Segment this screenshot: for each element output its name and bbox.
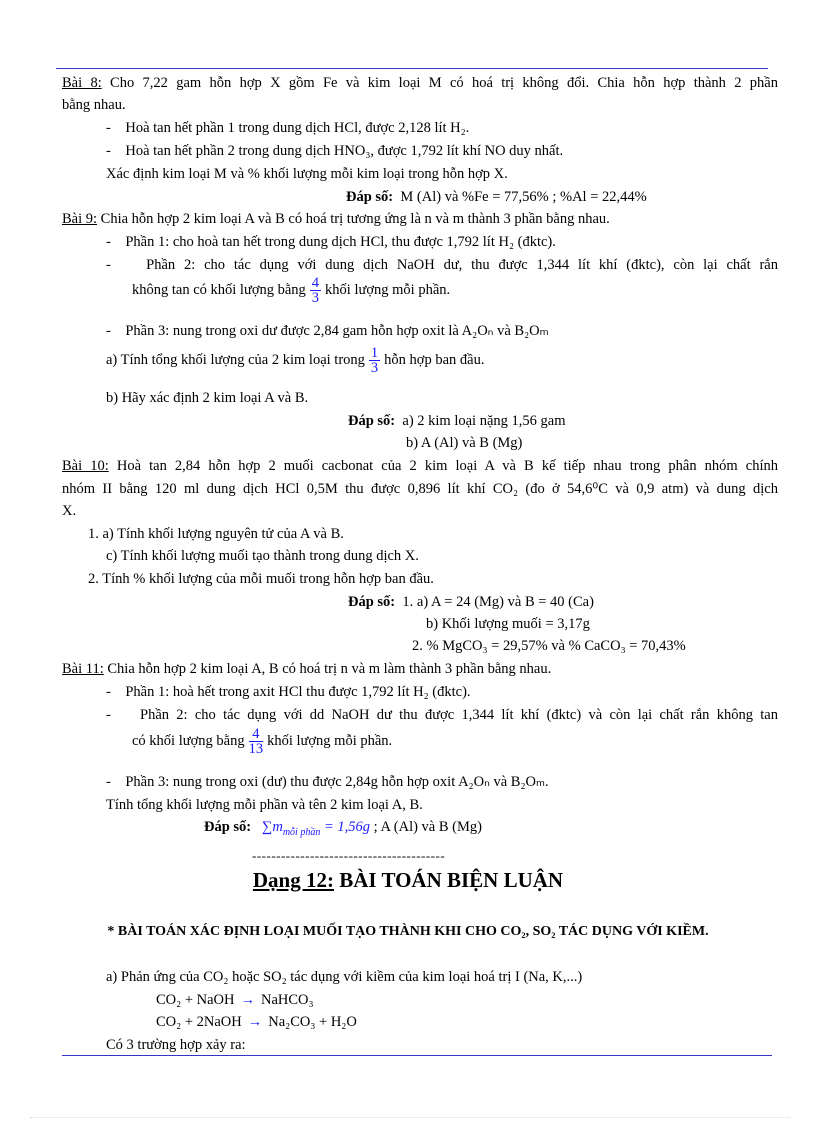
fraction-1-3: $\frac{1}{3}$	[370, 345, 379, 376]
bai11-item2b: có khối lượng bằng $\frac{4}{13}$ khối lượng mỗi phần.	[132, 726, 393, 757]
bai10-q1c: c) Tính khối lượng muối tạo thành trong dung dịch X.	[106, 548, 419, 564]
bai9-qb: b) Hãy xác định 2 kim loại A và B.	[106, 390, 309, 406]
bai9-item3: - Phần 3: nung trong oxi dư được 2,84 gam hỗn hợp oxit là A₂Oₙ và B₂Oₘ	[106, 323, 549, 339]
bai11-question: Tính tổng khối lượng mỗi phần và tên 2 kim loại A, B.	[106, 797, 423, 813]
equation-2: CO₂ + 2NaOH → Na₂CO₃ + H₂O	[156, 1014, 357, 1030]
bai9-answer-b: b) A (Al) và B (Mg)	[406, 435, 523, 451]
bai10-answer3: 2. % MgCO₃ = 29,57% và % CaCO₃ = 70,43%	[412, 638, 686, 654]
bai8-text1: Cho 7,22 gam hỗn hợp X gồm Fe và kim loại M có hoá trị không đổi. Chia hỗn hợp thành 2 phần	[101, 75, 778, 91]
bai10-line1: Bài 10: Hoà tan 2,84 hỗn hợp 2 muối cacbonat của 2 kim loại A và B kế tiếp nhau trong phân nhóm chính	[62, 458, 779, 474]
bai9-item1: - Phần 1: cho hoà tan hết trong dung dịch HCl, thu được 1,792 lít H₂ (đktc).	[106, 234, 556, 250]
bai10-answer2: b) Khối lượng muối = 3,17g	[426, 616, 590, 632]
bai9-label: Bài 9:	[62, 211, 98, 227]
section-subtitle: * BÀI TOÁN XÁC ĐỊNH LOẠI MUỐI TẠO THÀNH KHI CHO CO₂, SO₂ TÁC DỤNG VỚI KIỀM.	[107, 924, 709, 939]
bai9-item2a: - Phần 2: cho tác dụng với dung dịch NaOH dư, thu được 1,344 lít khí (đktc), còn lại chất rắn	[106, 257, 778, 273]
bai10-answer1: Đáp số: 1. a) A = 24 (Mg) và B = 40 (Ca)	[348, 594, 594, 610]
bai10-line3: X.	[62, 503, 77, 519]
bai11-item2a: - Phần 2: cho tác dụng với dd NaOH dư thu được 1,344 lít khí (đktc) và còn lại chất rắn không tan	[106, 707, 778, 723]
bai11-item1: - Phần 1: hoà hết trong axit HCl thu được 1,792 lít H₂ (đktc).	[106, 684, 471, 700]
bai8-item1: - Hoà tan hết phần 1 trong dung dịch HCl, được 2,128 lít H₂.	[106, 120, 470, 136]
bottom-rule	[62, 1055, 772, 1056]
arrow-icon: →	[247, 1014, 263, 1030]
bai10-line2: nhóm II bằng 120 ml dung dịch HCl 0,5M thu được 0,896 lít khí CO₂ (đo ở 54,6⁰C và 0,9 atm) và dung dịch	[62, 481, 778, 497]
bai10-label: Bài 10:	[62, 458, 109, 474]
bai9-line1: Bài 9: Chia hỗn hợp 2 kim loại A và B có hoá trị tương ứng là n và m thành 3 phần bằng nhau.	[62, 211, 610, 227]
sum-formula: $\sum m_{mỗi phần} = 1,56g$	[262, 819, 370, 838]
equation-1: CO₂ + NaOH → NaHCO₃	[156, 992, 314, 1008]
bai8-answer: Đáp số: M (Al) và %Fe = 77,56% ; %Al = 22,44%	[346, 189, 647, 205]
fraction-4-3: $\frac{4}{3}$	[311, 275, 320, 306]
fraction-4-13: $\frac{4}{13}$	[248, 726, 264, 757]
bai8-line2: bằng nhau.	[62, 97, 126, 113]
bai8-label: Bài 8:	[62, 75, 102, 91]
bai9-answer-a: Đáp số: a) 2 kim loại nặng 1,56 gam	[348, 413, 566, 429]
bai9-qa: a) Tính tổng khối lượng của 2 kim loại trong $\frac{1}{3}$ hỗn hợp ban đầu.	[106, 345, 485, 376]
bai11-item3: - Phần 3: nung trong oxi (dư) thu được 2,84g hỗn hợp oxit A₂Oₙ và B₂Oₘ.	[106, 774, 549, 790]
section-title: Dạng 12: BÀI TOÁN BIỆN LUẬN	[252, 868, 564, 892]
bai10-q1a: 1. a) Tính khối lượng nguyên tử của A và B.	[88, 526, 344, 542]
part-a: a) Phản ứng của CO₂ hoặc SO₂ tác dụng với kiềm của kim loại hoá trị I (Na, K,...)	[106, 969, 583, 985]
cases-text: Có 3 trường hợp xảy ra:	[106, 1037, 246, 1053]
top-rule	[56, 68, 768, 69]
bai8-line1	[62, 74, 778, 92]
page-edge	[30, 1117, 790, 1118]
arrow-icon: →	[240, 992, 255, 1008]
bai11-label: Bài 11:	[62, 661, 104, 677]
bai8-question: Xác định kim loại M và % khối lượng mỗi kim loại trong hỗn hợp X.	[106, 166, 508, 182]
bai9-item2b: không tan có khối lượng bằng $\frac{4}{3}$ khối lượng mỗi phần.	[132, 275, 451, 306]
bai10-q2: 2. Tính % khối lượng của mỗi muối trong hỗn hợp ban đầu.	[88, 571, 434, 587]
separator: ----------------------------------------	[252, 848, 446, 863]
bai8-item2: - Hoà tan hết phần 2 trong dung dịch HNO₃, được 1,792 lít khí NO duy nhất.	[106, 143, 564, 159]
bai11-line1: Bài 11: Chia hỗn hợp 2 kim loại A, B có hoá trị n và m làm thành 3 phần bằng nhau.	[62, 661, 552, 677]
bai11-answer: Đáp số: $\sum m_{mỗi phần} = 1,56g$ ; A (Al) và B (Mg)	[204, 819, 482, 838]
